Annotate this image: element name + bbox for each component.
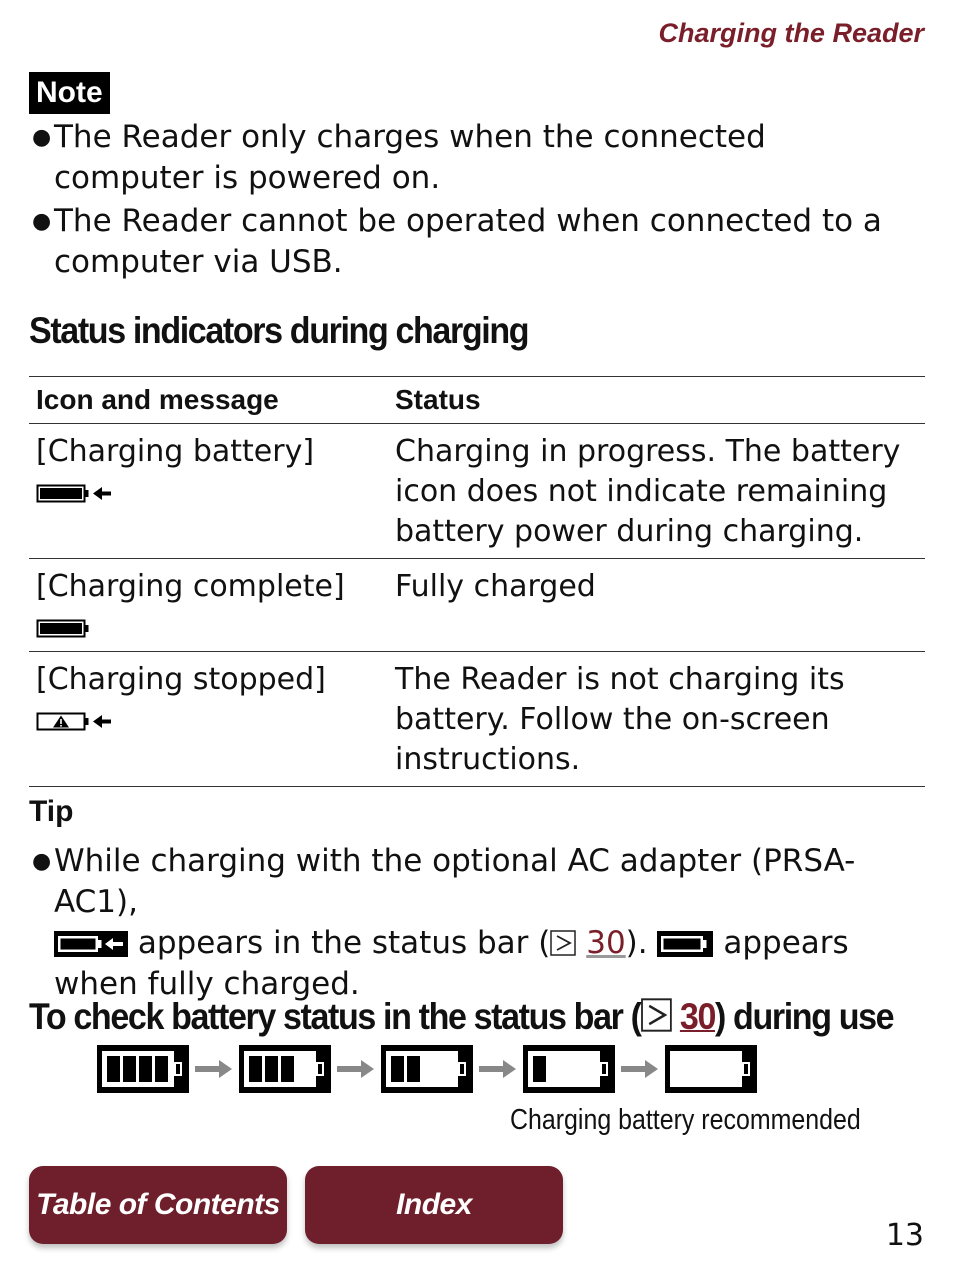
table-header-row	[29, 377, 925, 424]
message-cell	[29, 559, 388, 652]
tip-text-after-ref: ).	[625, 925, 658, 961]
battery-level-2-icon	[381, 1045, 473, 1093]
battery-full-icon	[36, 616, 96, 640]
recommend-caption: Charging battery recommended	[510, 1104, 861, 1136]
status-heading: Status indicators during charging	[29, 310, 529, 351]
table-row	[29, 652, 925, 787]
arrow-right-icon	[479, 1057, 517, 1081]
page-ref-icon	[641, 998, 672, 1032]
status-cell: Charging in progress. The battery icon does not indicate remaining battery power during charging.	[388, 424, 925, 559]
battery-full-inverted-icon	[657, 931, 713, 957]
message-cell	[29, 652, 388, 787]
note-item	[30, 201, 920, 283]
battery-level-4-icon	[97, 1045, 189, 1093]
status-cell: The Reader is not charging its battery. Follow the on-screen instructions.	[388, 652, 925, 787]
table-row	[29, 559, 925, 652]
tip-label: Tip	[29, 795, 74, 828]
check-heading-end: ) during use	[715, 996, 894, 1037]
battery-charging-inverted-icon	[54, 931, 128, 957]
tip-item	[30, 841, 920, 1005]
note-item-text: The Reader only charges when the connected computer is powered on.	[54, 119, 766, 196]
note-item	[30, 117, 920, 199]
section-header: Charging the Reader	[658, 18, 924, 48]
bullet-icon: ●	[32, 849, 52, 874]
status-cell: Fully charged	[388, 559, 925, 652]
status-table	[29, 376, 925, 787]
message-text: [Charging stopped]	[36, 662, 326, 697]
bullet-icon: ●	[32, 125, 52, 150]
battery-level-1-icon	[523, 1045, 615, 1093]
tip-list	[30, 841, 920, 1007]
page-ref-link[interactable]: 30	[586, 925, 626, 961]
page-ref-link[interactable]: 30	[679, 996, 716, 1037]
message-cell	[29, 424, 388, 559]
arrow-right-icon	[621, 1057, 659, 1081]
note-badge: Note	[29, 72, 110, 114]
check-heading-start: To check battery status in the status bar (	[29, 996, 641, 1037]
tip-text-end: appears when fully charged.	[54, 925, 849, 1002]
check-heading	[29, 996, 893, 1038]
column-header-status: Status	[388, 377, 925, 424]
battery-charging-icon	[36, 481, 116, 505]
battery-level-0-icon	[665, 1045, 757, 1093]
message-text: [Charging battery]	[36, 434, 315, 469]
battery-level-sequence	[97, 1045, 757, 1093]
battery-warning-icon	[36, 709, 116, 733]
page-ref-icon	[550, 930, 576, 956]
message-text: [Charging complete]	[36, 569, 345, 604]
note-item-text: The Reader cannot be operated when connected to a computer via USB.	[54, 203, 882, 280]
column-header-icon-message: Icon and message	[29, 377, 388, 424]
tip-text-appears: appears in the status bar (	[128, 925, 551, 961]
table-of-contents-button[interactable]: Table of Contents	[29, 1166, 287, 1244]
arrow-right-icon	[195, 1057, 233, 1081]
note-list	[30, 117, 920, 285]
tip-text-start: While charging with the optional AC adapter (PRSA-AC1),	[54, 843, 856, 920]
page-number: 13	[885, 1218, 924, 1253]
arrow-right-icon	[337, 1057, 375, 1081]
table-row	[29, 424, 925, 559]
battery-level-3-icon	[239, 1045, 331, 1093]
index-button[interactable]: Index	[305, 1166, 563, 1244]
bullet-icon: ●	[32, 209, 52, 234]
